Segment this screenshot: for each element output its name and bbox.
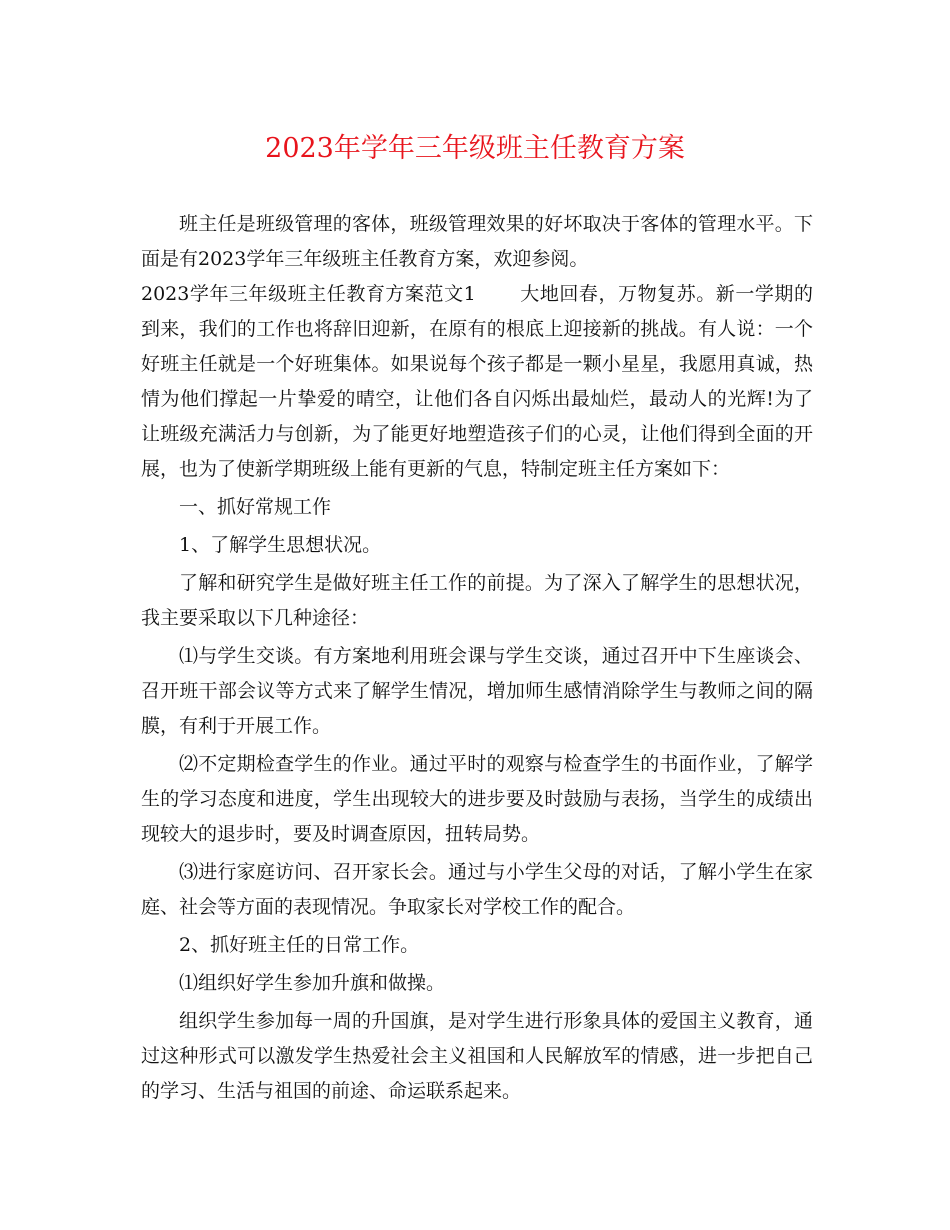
sub-item-1: ⑴与学生交谈。有方案地利用班会课与学生交谈，通过召开中下生座谈会、召开班干部会议等方式来了解学生情况，增加师生感情消除学生与教师之间的隔膜，有利于开展工作。 bbox=[141, 645, 813, 737]
sample-label: 2023学年三年级班主任教育方案范文1 bbox=[141, 283, 476, 305]
item-heading-2: 2、抓好班主任的日常工作。 bbox=[179, 934, 420, 956]
section-heading-1: 一、抓好常规工作 bbox=[179, 496, 332, 518]
sample-text: 大地回春，万物复苏。新一学期的到来，我们的工作也将辞旧迎新，在原有的根底上迎接新的挑战。有人说：一个好班主任就是一个好班集体。如果说每个孩子都是一颗小星星，我愿用真诚，热情为他们撑起一片挚爱的晴空，让他们各自闪烁出最灿烂，最动人的光辉!为了让班级充满活力与创新，为了能更好地塑造孩子们的心灵，让他们得到全面的开展，也为了使新学期班级上能有更新的气息，特制定班主任方案如下： bbox=[141, 283, 813, 480]
item-1-paragraph: 了解和研究学生是做好班主任工作的前提。为了深入了解学生的思想状况，我主要采取以下几种途径： bbox=[141, 572, 813, 629]
intro-paragraph: 班主任是班级管理的客体，班级管理效果的好坏取决于客体的管理水平。下面是有2023学年三年级班主任教育方案，欢迎参阅。 bbox=[141, 213, 813, 270]
item-heading-1: 1、了解学生思想状况。 bbox=[179, 534, 382, 556]
sample-paragraph bbox=[141, 277, 813, 487]
sub-item-4: ⑴组织好学生参加升旗和做操。 bbox=[179, 972, 446, 994]
document-title: 2023年学年三年级班主任教育方案 bbox=[265, 133, 685, 164]
sub-item-4-paragraph: 组织学生参加每一周的升国旗，是对学生进行形象具体的爱国主义教育，通过这种形式可以激发学生热爱社会主义祖国和人民解放军的情感，进一步把自己的学习、生活与祖国的前途、命运联系起来。 bbox=[141, 1010, 813, 1102]
sub-item-2: ⑵不定期检查学生的作业。通过平时的观察与检查学生的书面作业，了解学生的学习态度和进度，学生出现较大的进步要及时鼓励与表扬，当学生的成绩出现较大的退步时，要及时调查原因，扭转局势。 bbox=[141, 753, 813, 845]
sub-item-3: ⑶进行家庭访问、召开家长会。通过与小学生父母的对话，了解小学生在家庭、社会等方面的表现情况。争取家长对学校工作的配合。 bbox=[141, 861, 813, 918]
document-body bbox=[141, 207, 813, 1109]
